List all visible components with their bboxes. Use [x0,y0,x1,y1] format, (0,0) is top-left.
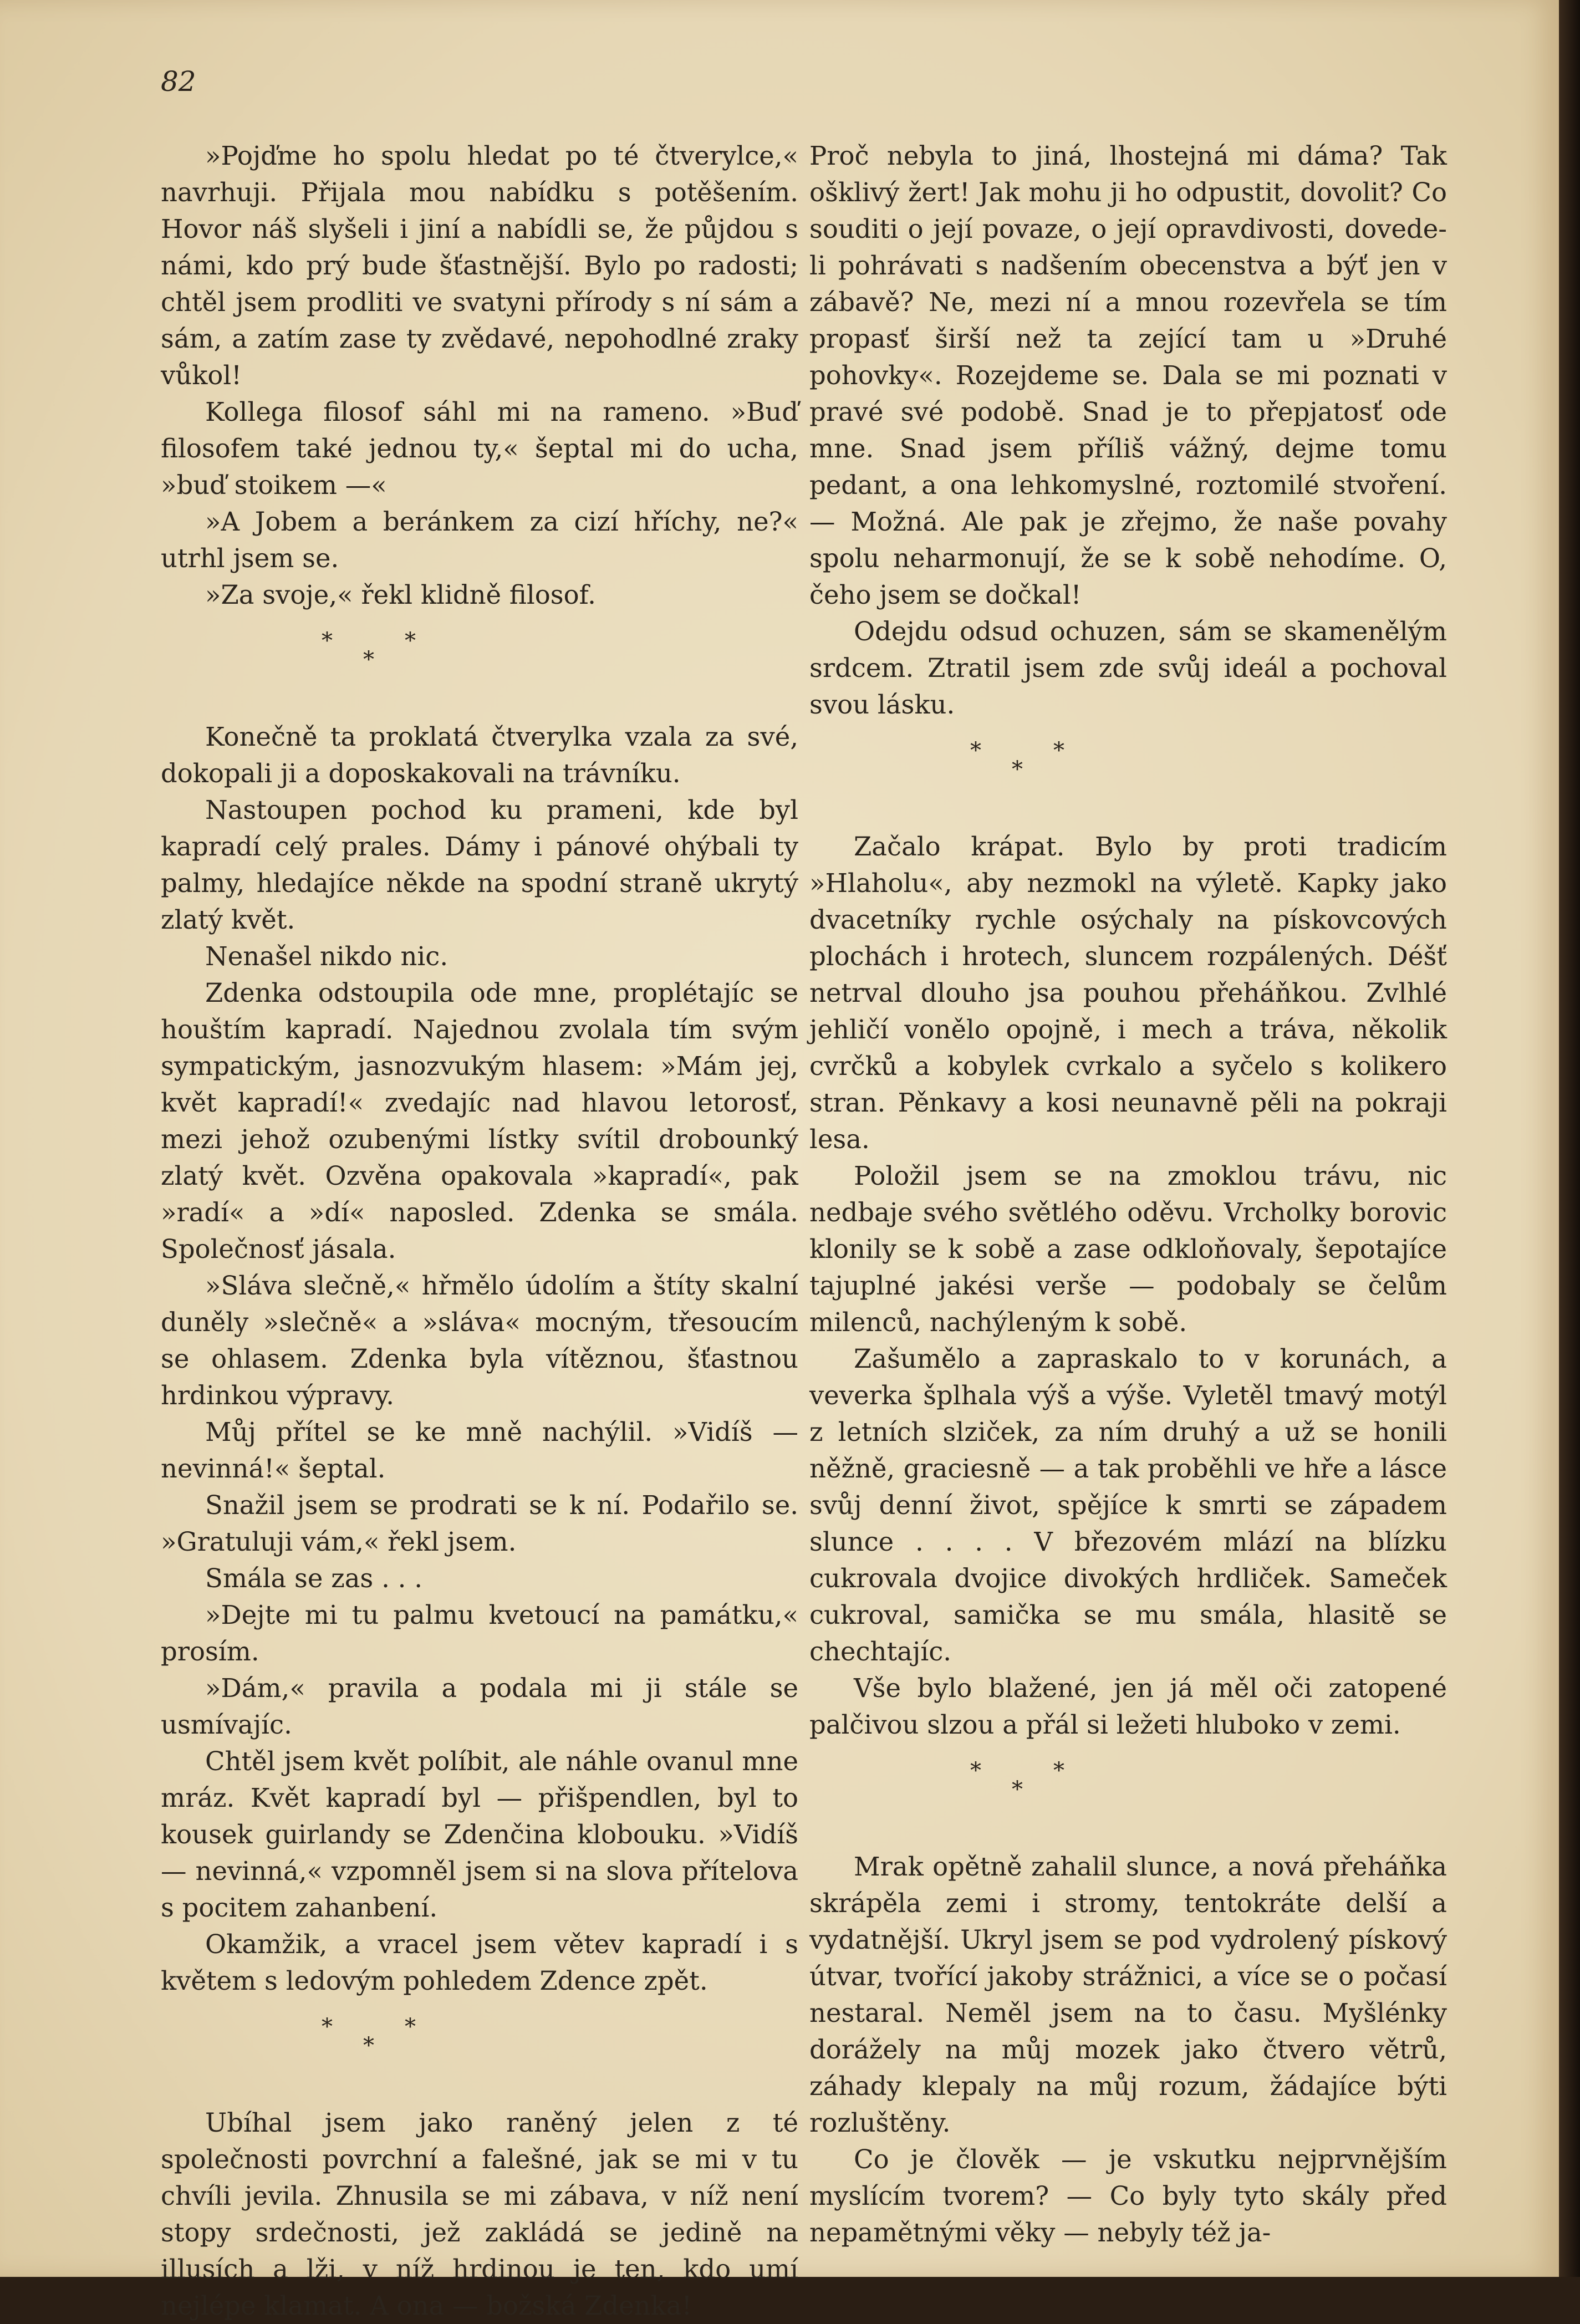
right-column [809,137,1447,2251]
paragraph: »Dejte mi tu palmu kvetoucí na památku,« prosím. [161,1600,798,1666]
paragraph: Začalo krápat. Bylo by proti tradicím »Hlaholu«, aby nezmokl na výletě. Kapky jako dvacetníky rychle osýchaly na pískovcových plochách i hrotech, sluncem rozpálených. Déšť netrval dlouho jsa pouhou přeháňkou. Zvlhlé jehličí vonělo opojně, i mech a tráva, několik cvrčků a kobylek cvrkalo a syčelo s kolikero stran. Pěnkavy a kosi neunavně pěli na pokraji lesa. [809,832,1447,1154]
separator-star: * [1053,1758,1064,1783]
paragraph: Odejdu odsud ochuzen, sám se skamenělým srdcem. Ztratil jsem zde svůj ideál a pochoval svou lásku. [809,616,1447,720]
separator-star: * [363,2033,374,2058]
separator-star: * [405,2014,416,2040]
paragraph: Vše bylo blažené, jen já měl oči zatopené palčivou slzou a přál si ležeti hluboko v zemi. [809,1673,1447,1740]
paragraph: »Sláva slečně,« hřmělo údolím a štíty skalní duněly »slečně« a »sláva« mocným, třesoucím se ohlasem. Zdenka byla vítěznou, šťastnou hrdinkou výpravy. [161,1271,798,1410]
paragraph: Proč nebyla to jiná, lhostejná mi dáma? Tak ošklivý žert! Jak mohu ji ho odpustit, dovolit? Co souditi o její povaze, o její opravdivosti, dovede-li pohrávati s nadšením obecenstva a býť jen v zábavě? Ne, mezi ní a mnou rozevřela se tím propasť širší než ta zející tam u »Druhé pohovky«. Rozejdeme se. Dala se mi poznati v pravé své podobě. Snad je to přepjatosť ode mne. Snad jsem příliš vážný, dejme tomu pedant, a ona lehkomyslné, roztomilé stvoření. — Možná. Ale pak je zřejmo, že naše povahy spolu neharmonují, že se k sobě nehodíme. O, čeho jsem se dočkal! [809,141,1447,610]
section-separator [161,1999,798,2104]
paragraph: Položil jsem se na zmoklou trávu, nic nedbaje svého světlého oděvu. Vrcholky borovic klonily se k sobě a zase odkloňovaly, šepotajíce tajuplné jakési verše — podobaly se čelům milenců, nachýleným k sobě. [809,1161,1447,1337]
page-number: 82 [161,65,196,98]
separator-star: * [322,2014,333,2040]
section-separator [809,723,1447,828]
paragraph: Nenašel nikdo nic. [205,941,448,971]
paragraph: Co je člověk — je vskutku nejprvnějším myslícím tvorem? — Co byly tyto skály před nepamětnými věky — nebyly též ja- [809,2144,1447,2247]
paragraph: Kollega filosof sáhl mi na rameno. »Buď filosofem také jednou ty,« šeptal mi do ucha, »buď stoikem —« [161,397,798,500]
separator-star: * [970,1758,981,1783]
book-edge [1559,0,1580,2277]
separator-star: * [363,647,374,672]
paragraph: »Za svoje,« řekl klidně filosof. [205,580,596,610]
separator-star: * [1053,738,1064,763]
paragraph: Chtěl jsem květ políbit, ale náhle ovanul mne mráz. Květ kapradí byl — přišpendlen, byl to kousek guirlandy se Zdenčina klobouku. »Vidíš — nevinná,« vzpomněl jsem si na slova přítelova s pocitem zahanbení. [161,1746,798,1923]
separator-star: * [405,628,416,654]
section-separator [809,1743,1447,1848]
paragraph: Snažil jsem se prodrati se k ní. Podařilo se. »Gratuluji vám,« řekl jsem. [161,1490,798,1557]
paragraph: Ubíhal jsem jako raněný jelen z té společnosti povrchní a falešné, jak se mi v tu chvíli jevila. Zhnusila se mi zábava, v níž není stopy srdečnosti, jež zakládá se jedině na illusích a lži, v níž hrdinou je ten, kdo umí nejlépe klamat. A ona — božská Zdenka! [161,2108,798,2321]
section-separator [161,613,798,718]
paragraph: Můj přítel se ke mně nachýlil. »Vidíš — nevinná!« šeptal. [161,1417,798,1484]
paragraph: Mrak opětně zahalil slunce, a nová přeháňka skrápěla zemi i stromy, tentokráte delší a vydatnější. Ukryl jsem se pod vydrolený pískový útvar, tvořící jakoby strážnici, a více se o počasí nestaral. Neměl jsem na to času. Myšlénky dorážely na můj mozek jako čtvero větrů, záhady klepaly na můj rozum, žádajíce býti rozluštěny. [809,1852,1447,2138]
paragraph: Nastoupen pochod ku prameni, kde byl kapradí celý prales. Dámy i pánové ohýbali ty palmy, hledajíce někde na spodní straně ukrytý zlatý květ. [161,795,798,935]
paragraph: »Dám,« pravila a podala mi ji stále se usmívajíc. [161,1673,798,1740]
separator-star: * [1012,1777,1023,1802]
paragraph: Okamžik, a vracel jsem větev kapradí i s květem s ledovým pohledem Zdence zpět. [161,1929,798,1996]
separator-star: * [1012,757,1023,782]
left-column [161,137,798,2324]
paragraph: »Pojďme ho spolu hledat po té čtverylce,« navrhuji. Přijala mou nabídku s potěšením. Hovor náš slyšeli i jiní a nabídli se, že půjdou s námi, kdo prý bude šťastnější. Bylo po radosti; chtěl jsem prodliti ve svatyni přírody s ní sám a sám, a zatím zase ty zvědavé, nepohodlné zraky vůkol! [161,141,798,390]
paragraph: Smála se zas . . . [205,1563,422,1593]
paragraph: Zašumělo a zapraskalo to v korunách, a veverka šplhala výš a výše. Vyletěl tmavý motýl z letních slziček, za ním druhý a už se honili něžně, graciesně — a tak proběhli ve hře a lásce svůj denní život, spějíce k smrti se západem slunce . . . . V březovém mlází na blízku cukrovala dvojice divokých hrdliček. Sameček cukroval, samička se mu smála, hlasitě se chechtajíc. [809,1344,1447,1666]
paragraph: Konečně ta proklatá čtverylka vzala za své, dokopali ji a doposkakovali na trávníku. [161,722,798,788]
separator-star: * [970,738,981,763]
paragraph: Zdenka odstoupila ode mne, proplétajíc se houštím kapradí. Najednou zvolala tím svým sympatickým, jasnozvukým hlasem: »Mám jej, květ kapradí!« zvedajíc nad hlavou letorosť, mezi jehož ozubenými lístky svítil drobounký zlatý květ. Ozvěna opakovala »kapradí«, pak »radí« a »dí« naposled. Zdenka se smála. Společnosť jásala. [161,978,798,1264]
paragraph: »A Jobem a beránkem za cizí hříchy, ne?« utrhl jsem se. [161,507,798,573]
separator-star: * [322,628,333,654]
